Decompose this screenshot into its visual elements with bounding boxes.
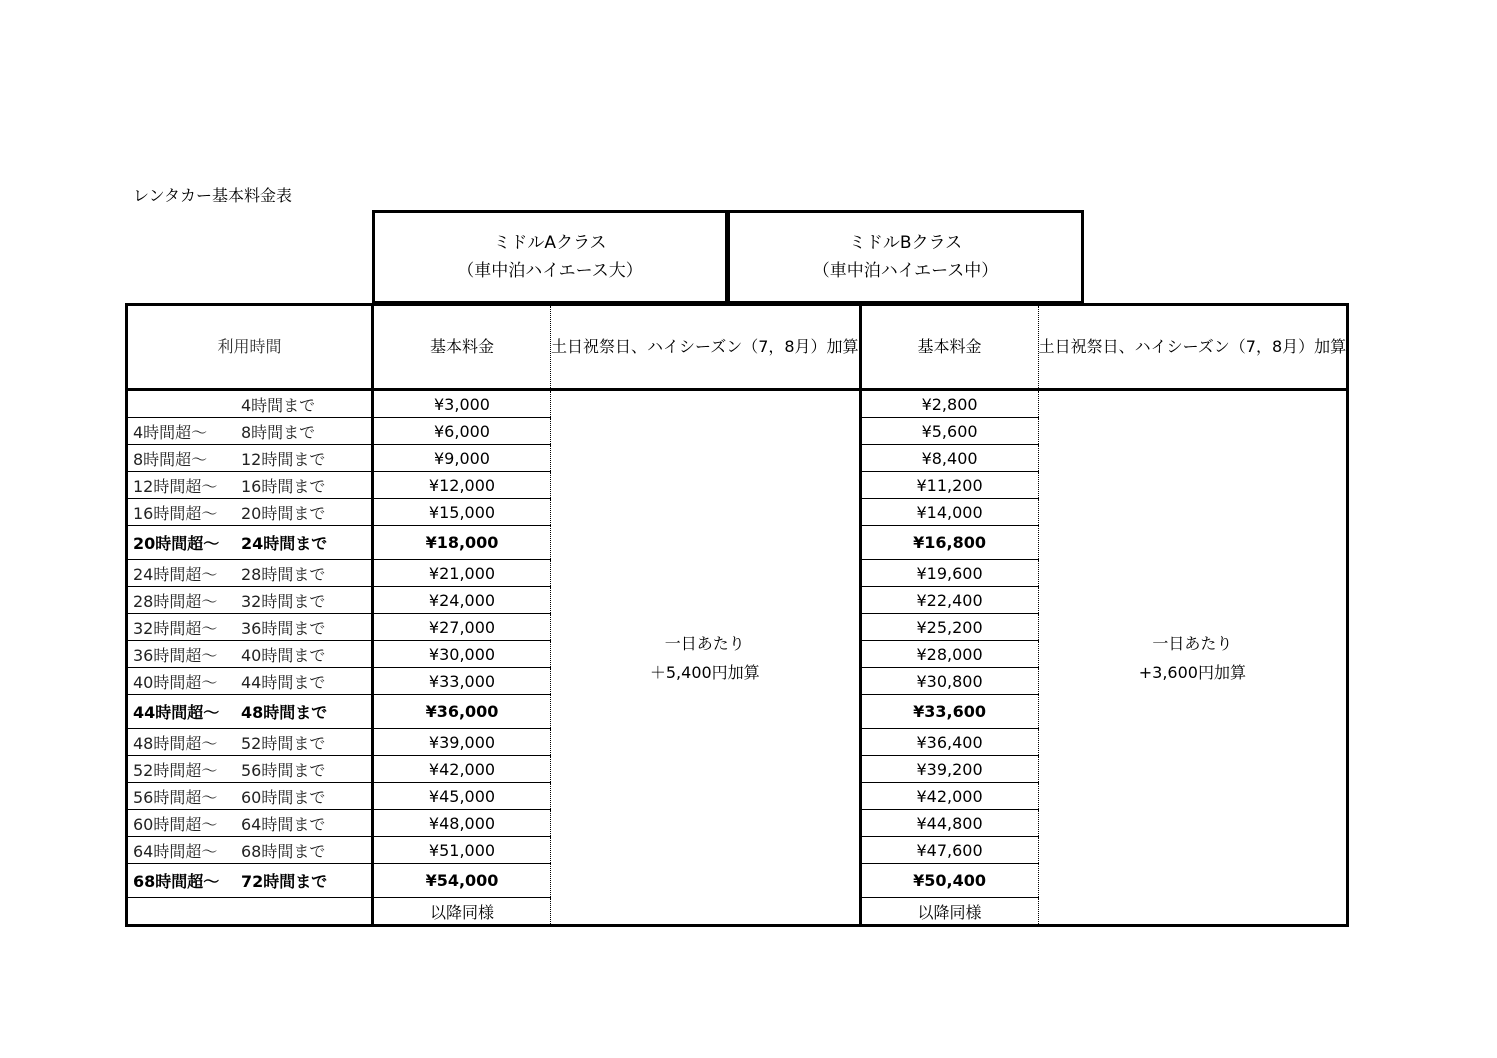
document-title: レンタカー基本料金表 [133, 186, 292, 205]
price-b-cell: ¥30,800 [860, 668, 1038, 695]
time-to: 40時間まで [241, 645, 326, 665]
price-a-cell: ¥27,000 [373, 614, 551, 641]
header-usage-time: 利用時間 [127, 305, 373, 390]
usage-time-cell [127, 560, 373, 587]
time-to: 68時間まで [241, 841, 326, 861]
price-a-cell: ¥33,000 [373, 668, 551, 695]
time-from: 4時間超～ [133, 422, 208, 442]
price-a-cell: ¥48,000 [373, 810, 551, 837]
class-a-header [372, 210, 728, 304]
time-to: 64時間まで [241, 814, 326, 834]
usage-time-cell [127, 729, 373, 756]
header-surcharge-a: 土日祝祭日、ハイシーズン（7，8月）加算 [551, 305, 861, 390]
time-to: 56時間まで [241, 760, 326, 780]
price-b-cell: ¥50,400 [860, 864, 1038, 898]
price-b-cell: ¥22,400 [860, 587, 1038, 614]
price-a-cell: ¥45,000 [373, 783, 551, 810]
time-to: 12時間まで [241, 449, 326, 469]
time-from: 64時間超～ [133, 841, 218, 861]
time-from: 56時間超～ [133, 787, 218, 807]
price-a-cell: ¥6,000 [373, 418, 551, 445]
time-to: 28時間まで [241, 564, 326, 584]
price-b-cell: ¥28,000 [860, 641, 1038, 668]
price-a-cell: ¥9,000 [373, 445, 551, 472]
price-b-cell: ¥11,200 [860, 472, 1038, 499]
time-from: 12時間超～ [133, 476, 218, 496]
price-b-cell: ¥36,400 [860, 729, 1038, 756]
price-a-cell: ¥18,000 [373, 526, 551, 560]
time-from: 24時間超～ [133, 564, 218, 584]
time-from: 44時間超～ [133, 703, 220, 722]
price-b-cell: ¥8,400 [860, 445, 1038, 472]
header-base-fee-b: 基本料金 [860, 305, 1038, 390]
price-a-cell: ¥15,000 [373, 499, 551, 526]
price-a-cell: ¥51,000 [373, 837, 551, 864]
price-a-cell: ¥21,000 [373, 560, 551, 587]
class-b-vehicle: （車中泊ハイエース中） [812, 261, 999, 281]
time-from: 36時間超～ [133, 645, 218, 665]
time-from: 8時間超～ [133, 449, 208, 469]
time-to: 32時間まで [241, 591, 326, 611]
usage-time-cell [127, 472, 373, 499]
footer-note-a: 以降同様 [373, 898, 551, 926]
price-b-cell: ¥5,600 [860, 418, 1038, 445]
price-b-cell: ¥33,600 [860, 695, 1038, 729]
class-b-header [727, 210, 1084, 304]
usage-time-cell [127, 526, 373, 560]
price-a-cell: ¥42,000 [373, 756, 551, 783]
price-b-cell: ¥47,600 [860, 837, 1038, 864]
surcharge-b-line2: +3,600円加算 [1138, 662, 1246, 682]
time-from: 60時間超～ [133, 814, 218, 834]
time-to: 44時間まで [241, 672, 326, 692]
footer-empty-cell [127, 898, 373, 926]
time-to: 24時間まで [241, 534, 328, 553]
column-header-row [127, 305, 1348, 390]
time-from: 32時間超～ [133, 618, 218, 638]
time-to: 60時間まで [241, 787, 326, 807]
time-to: 48時間まで [241, 703, 328, 722]
price-a-cell: ¥24,000 [373, 587, 551, 614]
price-a-cell: ¥39,000 [373, 729, 551, 756]
usage-time-cell [127, 641, 373, 668]
rate-table [125, 303, 1349, 927]
usage-time-cell [127, 864, 373, 898]
price-a-cell: ¥3,000 [373, 390, 551, 418]
price-a-cell: ¥30,000 [373, 641, 551, 668]
time-to: 4時間まで [241, 395, 316, 415]
time-from: 52時間超～ [133, 760, 218, 780]
class-a-vehicle: （車中泊ハイエース大） [457, 261, 643, 281]
price-b-cell: ¥25,200 [860, 614, 1038, 641]
usage-time-cell [127, 810, 373, 837]
price-b-cell: ¥2,800 [860, 390, 1038, 418]
price-b-cell: ¥44,800 [860, 810, 1038, 837]
price-b-cell: ¥19,600 [860, 560, 1038, 587]
price-b-cell: ¥39,200 [860, 756, 1038, 783]
usage-time-cell [127, 445, 373, 472]
time-from: 20時間超～ [133, 534, 220, 553]
time-to: 16時間まで [241, 476, 326, 496]
price-b-cell: ¥42,000 [860, 783, 1038, 810]
usage-time-cell [127, 418, 373, 445]
surcharge-a-cell [551, 390, 861, 926]
price-a-cell: ¥36,000 [373, 695, 551, 729]
header-base-fee-a: 基本料金 [373, 305, 551, 390]
surcharge-a-line2: ＋5,400円加算 [649, 662, 760, 682]
price-b-cell: ¥14,000 [860, 499, 1038, 526]
usage-time-cell [127, 499, 373, 526]
time-from: 48時間超～ [133, 733, 218, 753]
time-to: 20時間まで [241, 503, 326, 523]
usage-time-cell [127, 614, 373, 641]
time-to: 36時間まで [241, 618, 326, 638]
header-surcharge-b: 土日祝祭日、ハイシーズン（7，8月）加算 [1038, 305, 1348, 390]
time-to: 8時間まで [241, 422, 316, 442]
surcharge-b-cell [1038, 390, 1348, 926]
time-to: 52時間まで [241, 733, 326, 753]
time-from: 28時間超～ [133, 591, 218, 611]
time-to: 72時間まで [241, 872, 328, 891]
usage-time-cell [127, 587, 373, 614]
footer-note-b: 以降同様 [860, 898, 1038, 926]
time-from: 16時間超～ [133, 503, 218, 523]
usage-time-cell [127, 668, 373, 695]
price-a-cell: ¥12,000 [373, 472, 551, 499]
table-row [127, 390, 1348, 418]
class-a-name: ミドルAクラス [493, 233, 607, 253]
usage-time-cell [127, 695, 373, 729]
time-from: 40時間超～ [133, 672, 218, 692]
usage-time-cell [127, 783, 373, 810]
price-a-cell: ¥54,000 [373, 864, 551, 898]
usage-time-cell [127, 756, 373, 783]
time-from: 68時間超～ [133, 872, 220, 891]
usage-time-cell [127, 837, 373, 864]
surcharge-b-line1: 一日あたり [1152, 633, 1233, 653]
surcharge-a-line1: 一日あたり [664, 633, 745, 653]
class-b-name: ミドルBクラス [848, 233, 963, 253]
price-b-cell: ¥16,800 [860, 526, 1038, 560]
usage-time-cell [127, 390, 373, 418]
